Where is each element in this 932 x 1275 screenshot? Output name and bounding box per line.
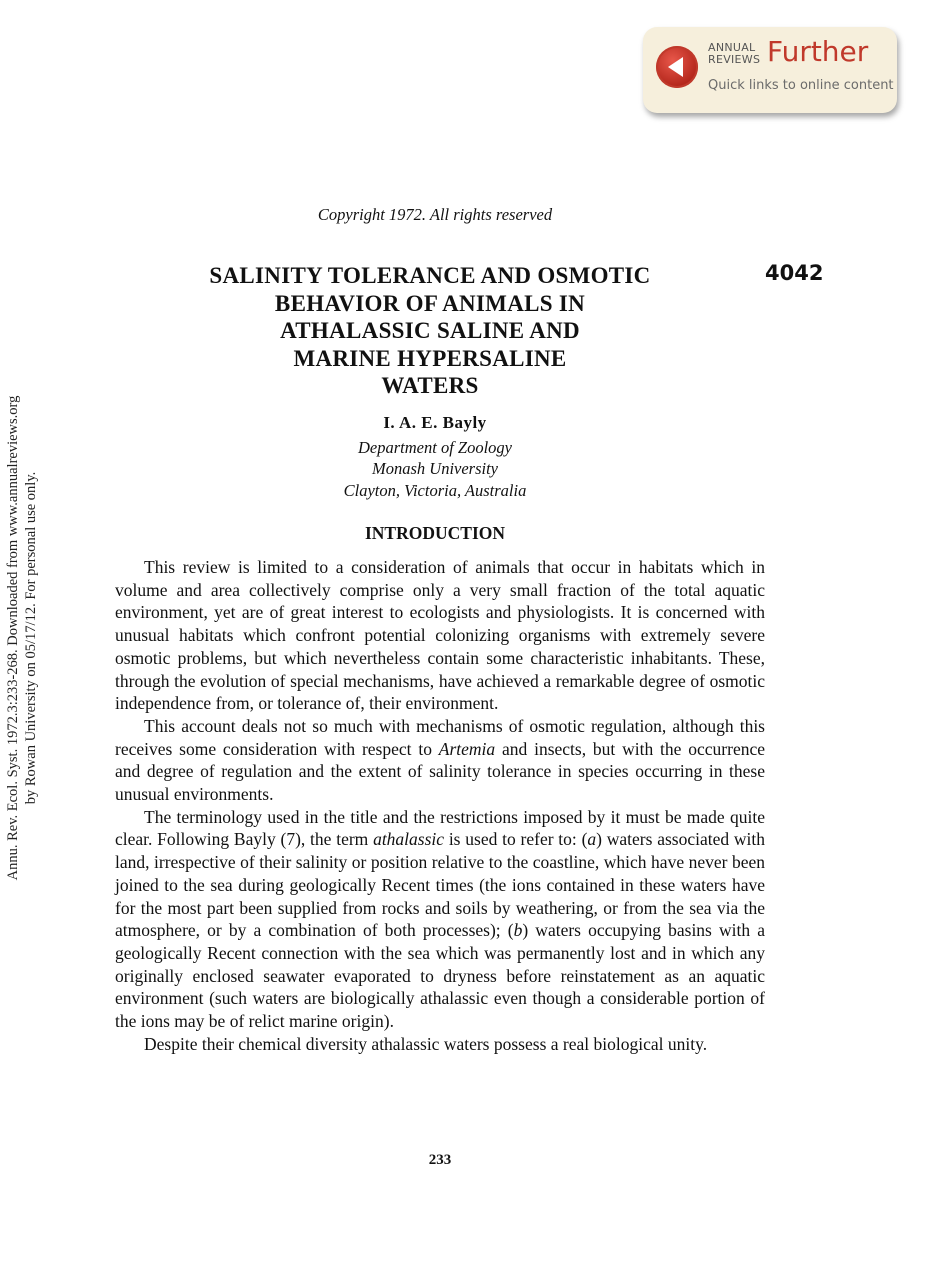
paragraph: Despite their chemical diversity athalassic waters possess a real biological unity. — [144, 1033, 708, 1054]
page-number: 233 — [428, 1152, 452, 1168]
badge-tagline[interactable]: Quick links to online content — [708, 78, 894, 93]
title-line: BEHAVIOR OF ANIMALS IN — [274, 290, 586, 316]
affiliation-location: Clayton, Victoria, Australia — [343, 481, 527, 500]
paragraph: This review is limited to a consideration of animals that occur in habitats which in volume and area collectively comprise only a very small fraction of the total aquatic environment, yet are of great interest to ecologists and physiologists. It is concerned with unusual habitats which confront potential colonizing organisms with extremely severe osmotic problems, but which nevertheless contain some characteristic inhabitants. These, through the evolution of special mechanisms, have achieved a remarkable degree of osmotic independence from, or tolerance of, their environment. — [115, 557, 765, 714]
article-title — [170, 262, 690, 400]
affiliation-university: Monash University — [371, 459, 499, 478]
title-line: ATHALASSIC SALINE AND — [280, 318, 580, 343]
play-back-icon[interactable] — [656, 46, 698, 88]
download-stamp-line2: by Rowan University on 05/17/12. For personal use only. — [23, 471, 39, 805]
badge-further-label: Further — [767, 35, 869, 68]
copyright-notice: Copyright 1972. All rights reserved — [317, 205, 553, 224]
affiliation-department: Department of Zoology — [358, 438, 512, 457]
download-stamp — [4, 358, 44, 918]
paragraph: This account deals not so much with mechanisms of osmotic regulation, although this receives some consideration with respect to Artemia and insects, but with the occurrence and degree of regulation and the extent of salinity tolerance in species occurring in these unusual environments. — [115, 715, 766, 805]
title-line: WATERS — [381, 373, 479, 398]
badge-annual-reviews-label: ANNUAL REVIEWS — [708, 41, 761, 66]
title-line: SALINITY TOLERANCE AND OSMOTIC — [209, 263, 651, 288]
article-number: 4042 — [765, 261, 824, 285]
author-name: I. A. E. Bayly — [383, 413, 487, 432]
paragraph: The terminology used in the title and the restrictions imposed by it must be made quite clear. Following Bayly (7), the term athalassic is used to refer to: (a) waters associated with land, irrespective of their salinity or position relative to the coastline, which have never been joined to the sea during geologically Recent times (the ions contained in these waters have for the most part been supplied from rocks and soils by weathering, or from the sea via the atmosphere, or by a combination of both processes); (b) waters occupying basins with a geologically Recent connection with the sea which was permanently lost and in which any originally enclosed seawater evaporated to dryness before reinstatement as an aquatic environment (such waters are biologically athalassic even though a considerable portion of the ions may be of relict marine origin). — [115, 806, 766, 1032]
taxon-artemia: Artemia — [438, 738, 496, 759]
further-badge[interactable] — [643, 27, 897, 113]
section-heading: INTRODUCTION — [364, 523, 506, 543]
article-body — [115, 556, 765, 1055]
title-line: MARINE HYPERSALINE — [293, 345, 567, 371]
term-athalassic: athalassic — [373, 829, 445, 850]
download-stamp-line1: Annu. Rev. Ecol. Syst. 1972.3:233-268. Downloaded from www.annualreviews.org — [5, 395, 21, 881]
